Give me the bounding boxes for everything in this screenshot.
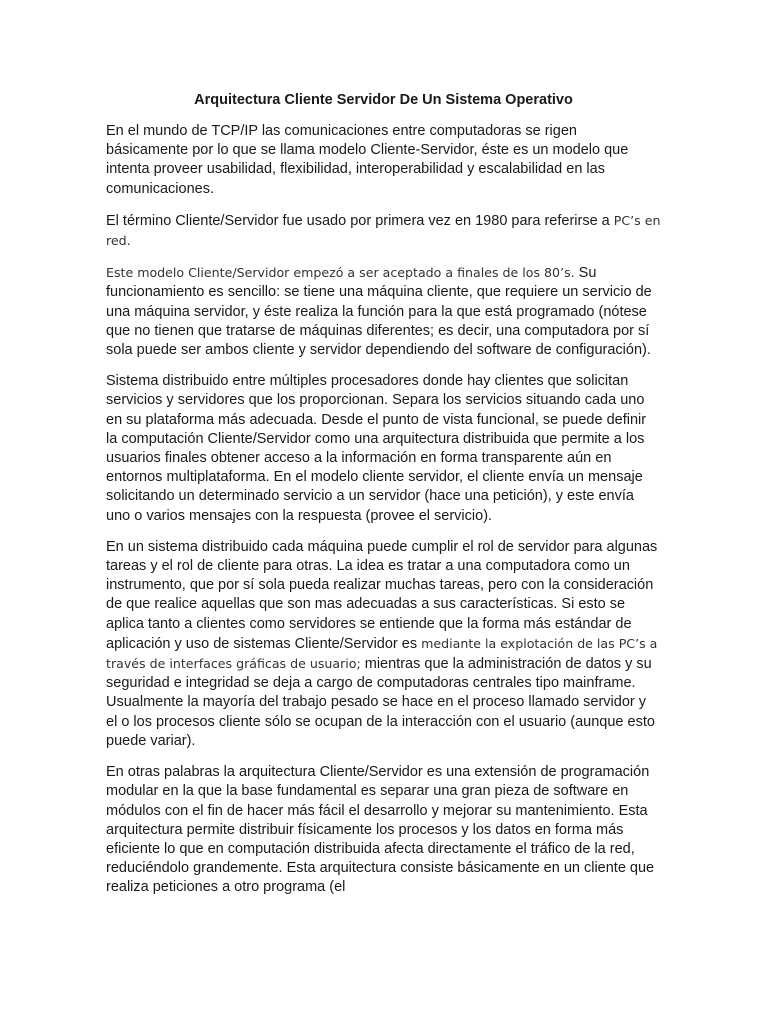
paragraph-text: En otras palabras la arquitectura Cliente/Servidor es una extensión de programación modular en la que la base fundamental es separar una gran pieza de software en módulos con el fin de hacer más fácil el desarrollo y mejorar su mantenimiento. Esta arquitectura permite distribuir físicamente los procesos y los datos en forma más eficiente lo que en computación distribuida afecta directamente el tráfico de la red, reduciéndolo grandemente. Esta arquitectura consiste básicamente en un cliente que realiza peticiones a otro programa (el — [106, 764, 655, 896]
paragraph-distributed-system — [106, 372, 661, 526]
paragraph-text: Su funcionamiento es sencillo: se tiene una máquina cliente, que requiere un servicio de una máquina servidor, y éste realiza la función para la que está programado (nótese que no tienen que tratarse de máquinas diferentes; es decir, una computadora por sí sola puede ser ambos cliente y servidor dependiendo del software de configuración). — [106, 265, 652, 359]
paragraph-text: En un sistema distribuido cada máquina puede cumplir el rol de servidor para algunas tareas y el rol de cliente para otras. La idea es tratar a una computadora como un instrumento, que por sí sola pueda realizar muchas tareas, pero con la consideración de que realice aquellas que son mas adecuadas a sus características. Si esto se aplica tanto a clientes como servidores se entiende que la forma más estándar de aplicación y uso de sistemas Cliente/Servidor es — [106, 538, 658, 652]
paragraph-text: En el mundo de TCP/IP las comunicaciones entre computadoras se rigen básicamente por lo que se llama modelo Cliente-Servidor, éste es un modelo que intenta proveer usabilidad, flexibilidad, interoperabilidad y escalabilidad en las comunicaciones. — [106, 123, 629, 197]
paragraph-architecture — [106, 763, 661, 897]
paragraph-roles — [106, 538, 661, 751]
paragraph-text-alt-font: PC’s en red. — [106, 212, 661, 249]
paragraph-text: Sistema distribuido entre múltiples procesadores donde hay clientes que solicitan servicios y servidores que los proporcionan. Separa los servicios situando cada uno en su plataforma más adecuada. Desde el punto de vista funcional, se puede definir la computación Cliente/Servidor como una arquitectura distribuida que permite a los usuarios finales obtener acceso a la información en forma transparente aún en entornos multiplataforma. En el modelo cliente servidor, el cliente envía un mensaje solicitando un determinado servicio a un servidor (hace una petición), y este envía uno o varios mensajes con la respuesta (provee el servicio). — [106, 373, 647, 524]
paragraph-text-alt-font: mediante la explotación de las PC’s a través de interfaces gráficas de usuario; — [106, 635, 658, 672]
paragraph-model — [106, 263, 661, 360]
document-title: Arquitectura Cliente Servidor De Un Sistema Operativo — [194, 92, 573, 108]
paragraph-tcp-ip — [106, 122, 661, 199]
paragraph-text: El término Cliente/Servidor fue usado por primera vez en 1980 para referirse a — [106, 212, 614, 229]
paragraph-text-alt-font: Este modelo Cliente/Servidor empezó a ser aceptado a finales de los 80’s. — [106, 265, 575, 281]
paragraph-text: mientras que la administración de datos y su seguridad e integridad se deja a cargo de computadoras centrales tipo mainframe. Usualmente la mayoría del trabajo pesado se hace en el proceso llamado servidor y el o los procesos cliente sólo se ocupan de la interacción con el usuario (aunque esto puede variar). — [106, 656, 655, 749]
document-page — [106, 90, 661, 910]
paragraph-origin — [106, 211, 661, 251]
